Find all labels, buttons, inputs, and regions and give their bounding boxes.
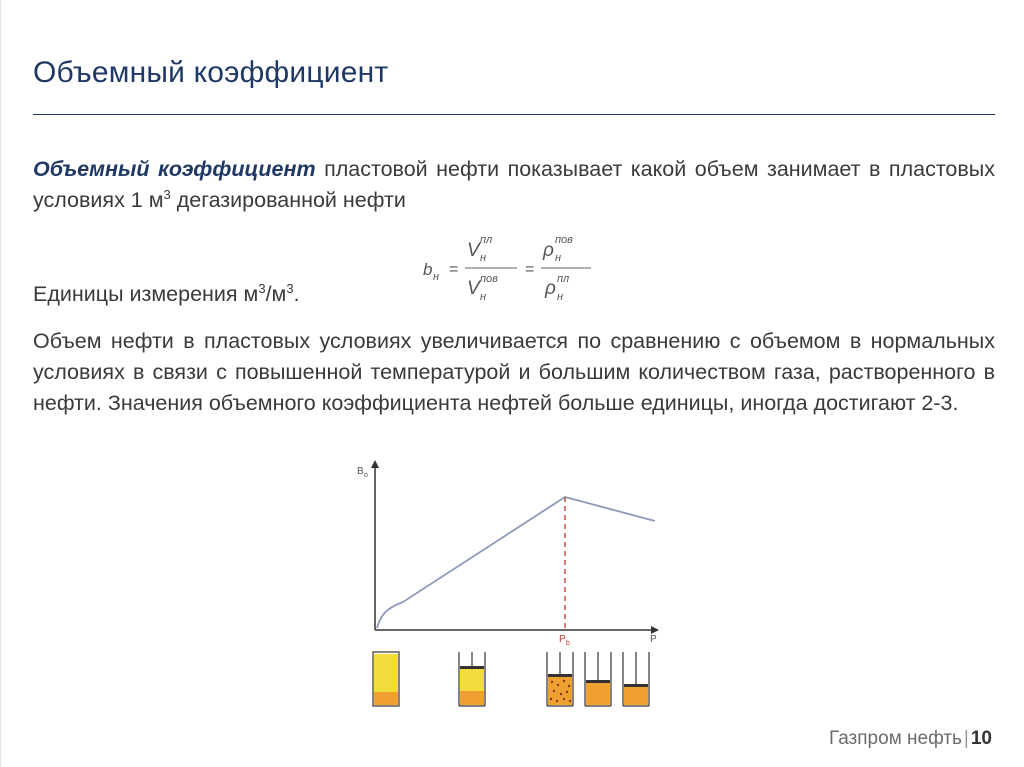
formula-v-bottom-sup: пов: [480, 273, 498, 285]
formula-rho-bottom: ρ: [545, 278, 556, 299]
formula-rho-bottom-sub: н: [557, 291, 564, 303]
cylinder-2: [459, 652, 485, 706]
formula-v-top-sub: н: [480, 252, 487, 264]
cylinder-3: [547, 652, 573, 706]
bubble-point-label-sub: b: [566, 640, 570, 647]
slide-title: Объемный коэффициент: [33, 56, 389, 89]
formula-lhs-sub: н: [433, 271, 440, 283]
y-axis-arrow: [371, 460, 379, 468]
units-line: [33, 282, 300, 307]
volume-factor-formula: [421, 228, 596, 312]
formula-lhs: b: [423, 260, 433, 279]
footer-separator: |: [963, 728, 969, 749]
formula-rho-top-sup: пов: [555, 234, 573, 246]
x-axis-arrow: [651, 626, 659, 634]
formula-v-top: V: [467, 240, 480, 261]
units-mid: /м: [265, 282, 287, 306]
footer-company: Газпром нефть: [828, 728, 962, 749]
cylinder-5: [623, 652, 649, 706]
x-axis-label: P: [650, 634, 657, 645]
title-divider: [33, 114, 995, 115]
explanation-paragraph: Объем нефти в пластовых условиях увеличивается по сравнению с объемом в нормальных условиях в связи с повышенной температурой и большим количеством газа, растворенного в нефти. Значения объемного коэффициента нефтей больше единицы, иногда достигают 2-3.: [33, 329, 995, 415]
units-sup-2: 3: [286, 281, 294, 296]
units-sup-1: 3: [258, 281, 266, 296]
page-number: 10: [970, 728, 992, 749]
definition-text-2: дегазированной нефти: [170, 188, 406, 212]
cylinder-4: [585, 652, 611, 706]
formula-rho-bottom-sup: пл: [557, 273, 570, 285]
bubble-point-label: P: [559, 634, 566, 645]
formula-rho-top: ρ: [543, 240, 554, 261]
definition-paragraph: [33, 154, 995, 216]
volume-factor-diagram: [351, 456, 671, 712]
formula-rho-top-sub: н: [555, 252, 562, 264]
y-axis-label-sub: o: [364, 472, 368, 479]
formula-v-bottom: V: [467, 278, 480, 299]
svg-text:=: =: [449, 261, 459, 278]
units-suffix: .: [293, 282, 300, 306]
formula-v-top-sup: пл: [480, 234, 493, 246]
formula-v-bottom-sub: н: [480, 291, 487, 303]
svg-text:=: =: [525, 261, 535, 278]
footer: [829, 728, 992, 750]
volume-factor-curve: [377, 497, 655, 628]
y-axis-label: B: [357, 466, 364, 477]
cylinder-1: [373, 652, 399, 706]
units-prefix: Единицы измерения м: [33, 282, 259, 306]
definition-term: Объемный коэффициент: [33, 157, 316, 181]
definition-sup: 3: [163, 187, 171, 202]
definition-text-1: пластовой нефти показывает какой объем занимает в пластовых условиях 1 м: [33, 157, 996, 212]
